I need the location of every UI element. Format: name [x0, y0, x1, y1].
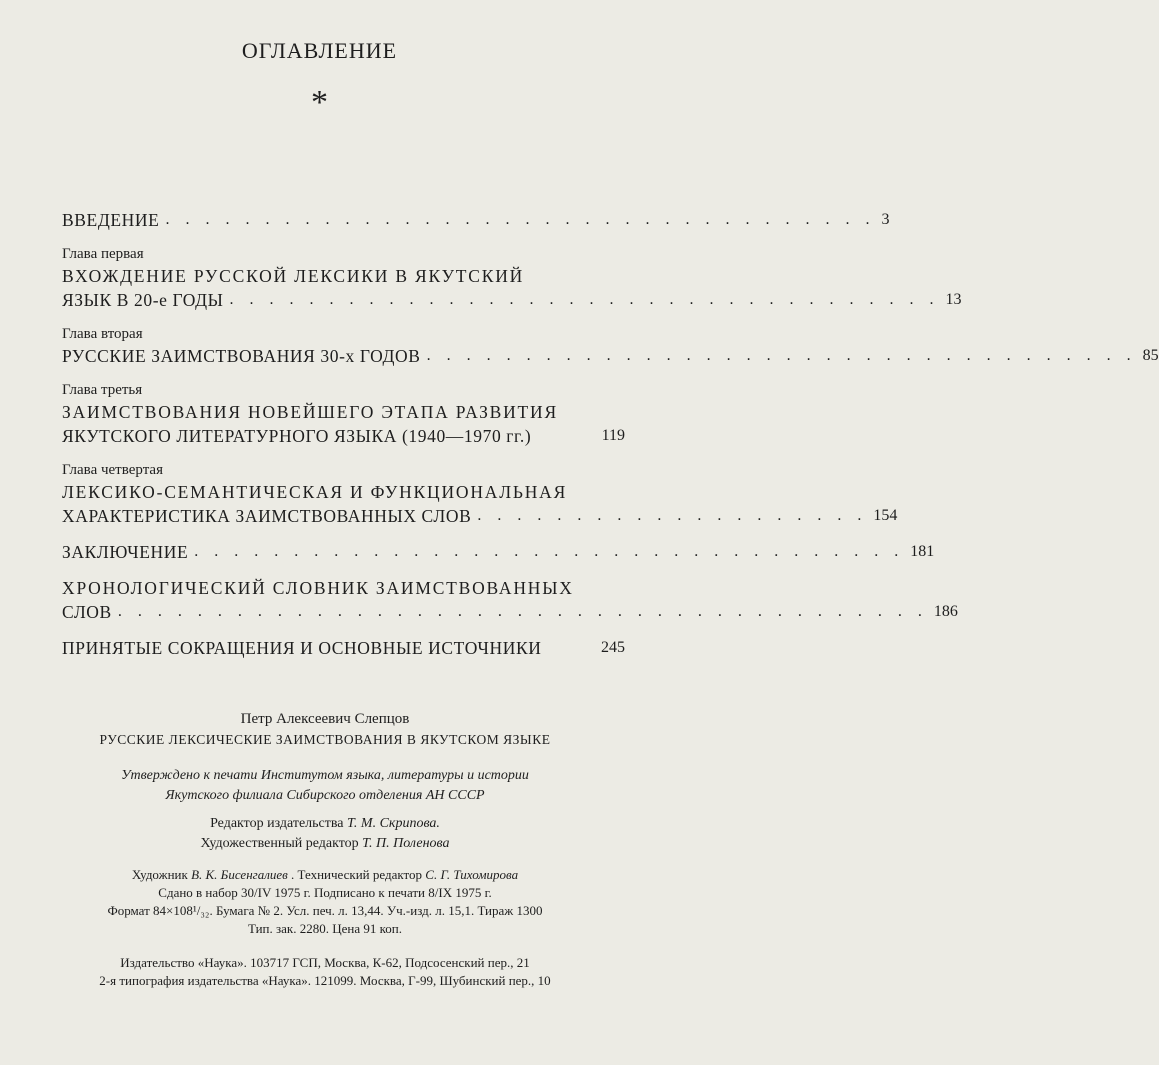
toc-entry-chapter-4[interactable] [62, 460, 898, 528]
tech-editor-name: С. Г. Тихомирова [425, 867, 519, 882]
toc-entry-chapter-3[interactable] [62, 380, 625, 448]
toc-entry-title-line2: ХАРАКТЕРИСТИКА ЗАИМСТВОВАННЫХ СЛОВ [62, 506, 472, 526]
toc-entry-title-line2: СЛОВ [62, 602, 112, 622]
chapter-label: Глава первая [62, 246, 144, 262]
toc-page-number: 181 [910, 543, 935, 560]
editor-line [40, 814, 610, 834]
leader-dots: . . . . . . . . . . . . . . . . . . . . . . . . . . . . . . . . . . . . . . . . . [117, 603, 928, 620]
editor-label: Редактор издательства [210, 816, 344, 831]
toc-entry-conclusion[interactable] [62, 540, 935, 564]
toc-entry-title-line1: ВХОЖДЕНИЕ РУССКОЙ ЛЕКСИКИ В ЯКУТСКИЙ [62, 266, 525, 286]
toc-entry-title: ПРИНЯТЫЕ СОКРАЩЕНИЯ И ОСНОВНЫЕ ИСТОЧНИКИ [62, 638, 542, 658]
approval-line-1: Утверждено к печати Институтом языка, литературы и истории [121, 768, 529, 783]
format-line: Формат 84×108¹/₃₂. Бумага № 2. Усл. печ. л. 13,44. Уч.-изд. л. 15,1. Тираж 1300 [107, 903, 543, 918]
print-dates: Сдано в набор 30/IV 1975 г. Подписано к печати 8/IX 1975 г. [158, 885, 492, 900]
chapter-label: Глава третья [62, 382, 143, 398]
order-price-line: Тип. зак. 2280. Цена 91 коп. [247, 921, 402, 936]
artist-name: В. К. Бисенгалиев [191, 867, 288, 882]
toc-page-number: 3 [881, 211, 890, 228]
toc-page-number: 13 [945, 291, 962, 308]
toc-page-number: 186 [933, 603, 958, 620]
toc-page-number: 245 [601, 639, 625, 656]
toc-entry-chapter-1[interactable] [62, 244, 962, 312]
art-editor-line [40, 834, 610, 854]
approval-line-2: Якутского филиала Сибирского отделения АН СССР [165, 788, 485, 803]
toc-entry-title-line2: ЯЗЫК В 20-е ГОДЫ [62, 290, 224, 310]
leader-dots: . . . . . . . . . . . . . . . . . . . . . . . . . . . . . . . . . . . . [426, 347, 1137, 364]
art-editor-label: Художественный редактор [200, 836, 359, 851]
colophon [40, 708, 610, 990]
toc-page-number: 85 [1142, 347, 1159, 364]
toc-entry-dictionary[interactable] [62, 576, 958, 624]
editor-name: Т. М. Скрипова. [347, 816, 440, 831]
toc-entry-chapter-2[interactable] [62, 324, 1159, 368]
art-editor-name: Т. П. Поленова [362, 836, 450, 851]
toc-entry-intro[interactable] [62, 208, 890, 232]
leader-dots: . . . . . . . . . . . . . . . . . . . . . . . . . . . . . . . . . . . . [165, 211, 876, 228]
toc-entry-abbreviations[interactable] [62, 636, 625, 660]
printer-line: 2-я типография издательства «Наука». 121099. Москва, Г-99, Шубинский пер., 10 [99, 973, 551, 988]
publisher-line: Издательство «Наука». 103717 ГСП, Москва, К-62, Подсосенский пер., 21 [120, 955, 530, 970]
leader-dots: . . . . . . . . . . . . . . . . . . . . . . . . . . . . . . . . . . . . [194, 543, 905, 560]
asterisk-ornament: * [311, 84, 328, 121]
page-title: ОГЛАВЛЕНИЕ [241, 38, 398, 63]
toc-entry-title: ВВЕДЕНИЕ [62, 210, 160, 230]
author-name: Петр Алексеевич Слепцов [240, 711, 410, 727]
toc-entry-title-line1: ЛЕКСИКО-СЕМАНТИЧЕСКАЯ И ФУНКЦИОНАЛЬНАЯ [62, 482, 568, 502]
artist-line [40, 866, 610, 884]
artist-label: Художник [131, 867, 188, 882]
toc-page-number: 119 [601, 427, 625, 444]
toc-entry-title-line1: ХРОНОЛОГИЧЕСКИЙ СЛОВНИК ЗАИМСТВОВАННЫХ [62, 578, 574, 598]
toc-entry-title-line2: ЯКУТСКОГО ЛИТЕРАТУРНОГО ЯЗЫКА (1940—1970 гг.) [62, 426, 532, 446]
chapter-label: Глава четвертая [62, 462, 163, 478]
leader-dots: . . . . . . . . . . . . . . . . . . . . . . . . . . . . . . . . . . . . [229, 291, 940, 308]
chapter-label: Глава вторая [62, 326, 143, 342]
toc-entry-title-line1: ЗАИМСТВОВАНИЯ НОВЕЙШЕГО ЭТАПА РАЗВИТИЯ [62, 402, 558, 422]
leader-dots: . . . . . . . . . . . . . . . . . . . . [477, 507, 868, 524]
tech-editor-label: . Технический редактор [291, 867, 423, 882]
toc-entry-title: ЗАКЛЮЧЕНИЕ [62, 542, 189, 562]
toc-entry-title: РУССКИЕ ЗАИМСТВОВАНИЯ 30-х ГОДОВ [62, 346, 421, 366]
table-of-contents [62, 208, 1159, 672]
book-title: РУССКИЕ ЛЕКСИЧЕСКИЕ ЗАИМСТВОВАНИЯ В ЯКУТСКОМ ЯЗЫКЕ [99, 732, 551, 747]
toc-page-number: 154 [873, 507, 898, 524]
